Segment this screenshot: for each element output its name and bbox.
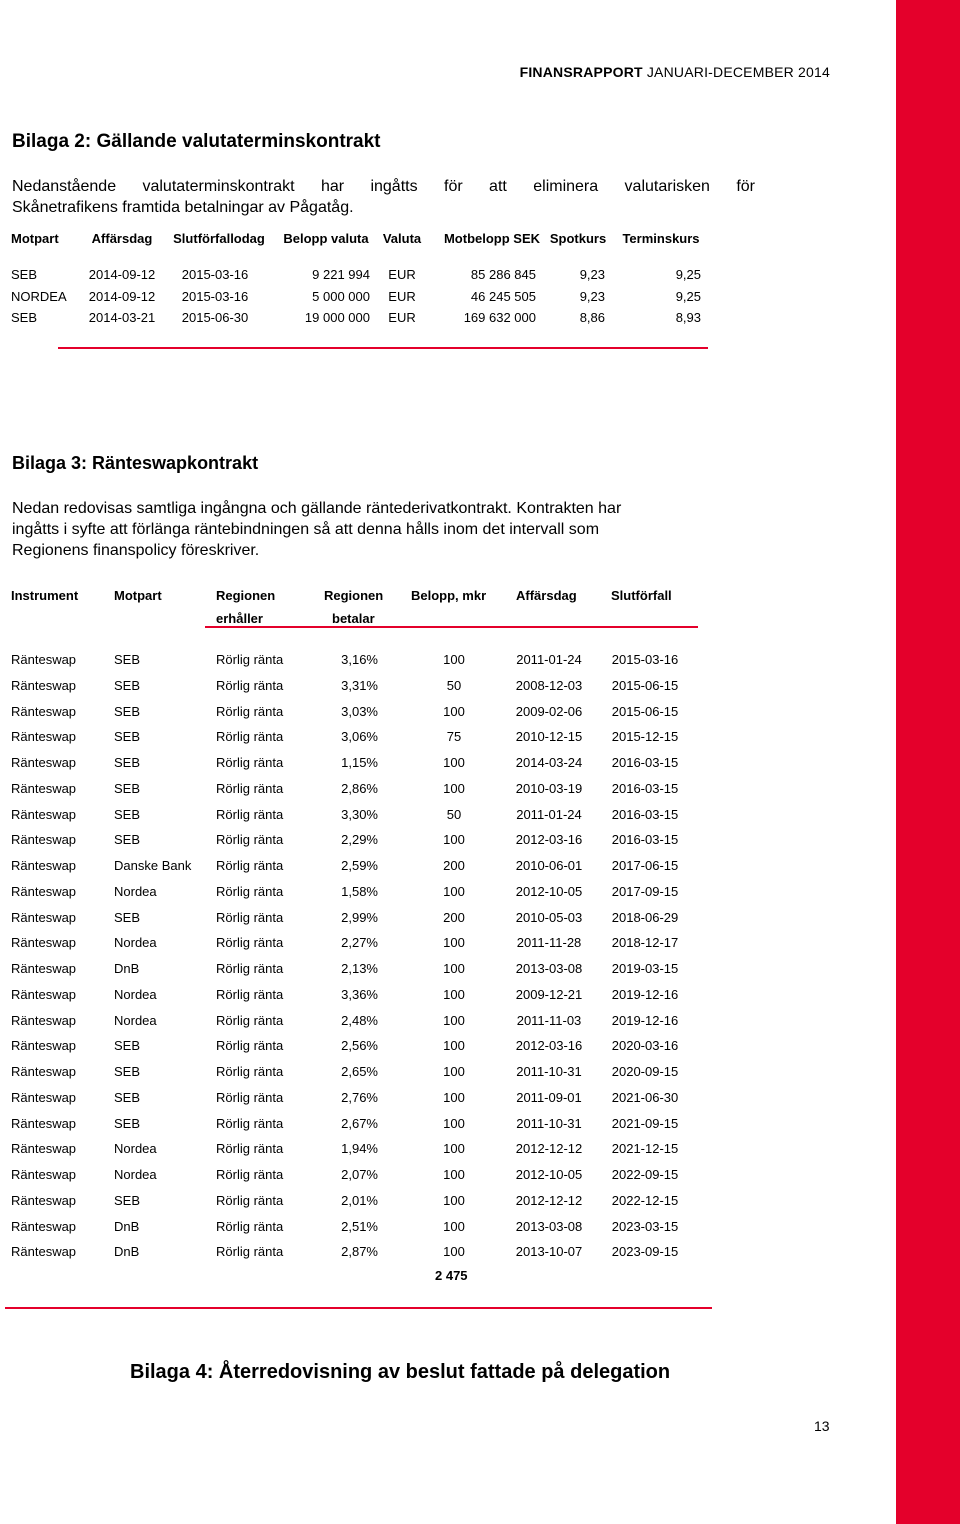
swap-table-cell: 2009-02-06 bbox=[515, 703, 583, 719]
swap-table-cell: Rörlig ränta bbox=[216, 1012, 284, 1028]
swap-table-cell: 100 bbox=[443, 986, 465, 1002]
swap-header-cell: Affärsdag bbox=[516, 588, 577, 603]
swap-table-cell: Nordea bbox=[114, 1012, 157, 1028]
swap-table-cell: 2011-10-31 bbox=[516, 1064, 582, 1079]
swap-table-cell: Rörlig ränta bbox=[216, 1064, 284, 1079]
fx-table-cell: 2015-03-16 bbox=[181, 267, 249, 282]
bilaga2-title: Bilaga 2: Gällande valutaterminskontrakt bbox=[12, 131, 381, 152]
swap-table-cell: 2019-03-15 bbox=[611, 961, 679, 976]
header-plain: JANUARI-DECEMBER 2014 bbox=[646, 64, 830, 80]
swap-table-cell: 2022-09-15 bbox=[611, 1167, 679, 1182]
swap-table-cell: Nordea bbox=[114, 1141, 157, 1157]
swap-table-cell: Rörlig ränta bbox=[216, 703, 284, 719]
swap-table-cell: Rörlig ränta bbox=[216, 1089, 284, 1105]
swap-table-cell: Ränteswap bbox=[11, 1141, 77, 1157]
swap-table-cell: 2015-03-16 bbox=[611, 652, 679, 667]
swap-table-cell: 2,56% bbox=[341, 1038, 378, 1054]
swap-table-cell: Ränteswap bbox=[11, 1038, 77, 1054]
fx-header-cell: Motpart bbox=[11, 231, 59, 246]
swap-table-cell: Ränteswap bbox=[11, 1244, 77, 1260]
swap-table-cell: Rörlig ränta bbox=[216, 755, 284, 770]
swap-table-cell: SEB bbox=[114, 909, 141, 925]
swap-table-cell: Ränteswap bbox=[11, 935, 77, 951]
swap-table-cell: Ränteswap bbox=[11, 703, 77, 719]
swap-table-cell: 100 bbox=[443, 832, 465, 848]
swap-table-cell: 2019-12-16 bbox=[611, 986, 679, 1002]
swap-table-cell: Rörlig ränta bbox=[216, 1141, 284, 1157]
swap-table-cell: Ränteswap bbox=[11, 806, 77, 822]
swap-table-cell: 3,30% bbox=[341, 806, 378, 822]
fx-table-cell: 46 245 505 bbox=[470, 289, 536, 304]
swap-table-cell: Ränteswap bbox=[11, 1064, 77, 1079]
swap-table-cell: 2017-06-15 bbox=[611, 858, 679, 873]
swap-header-cell: Regionen bbox=[324, 588, 384, 603]
swap-table-cell: 200 bbox=[443, 909, 465, 925]
swap-header-rule bbox=[205, 626, 698, 628]
swap-table-cell: 2,29% bbox=[341, 832, 378, 848]
swap-table-cell: Rörlig ränta bbox=[216, 961, 284, 976]
swap-table-cell: Rörlig ränta bbox=[216, 652, 284, 667]
swap-table-cell: 2023-09-15 bbox=[611, 1244, 679, 1260]
swap-table-cell: Rörlig ränta bbox=[216, 883, 284, 899]
swap-table-cell: Ränteswap bbox=[11, 1218, 77, 1234]
fx-header-cell: Spotkurs bbox=[549, 231, 607, 246]
bilaga3-line3: Regionens finanspolicy föreskriver. bbox=[12, 542, 260, 559]
swap-subheader-cell: erhåller bbox=[216, 611, 263, 626]
swap-table-cell: 1,94% bbox=[341, 1141, 378, 1157]
swap-table-cell: 2008-12-03 bbox=[515, 677, 583, 693]
fx-table-cell: 2015-03-16 bbox=[181, 289, 249, 304]
bilaga3-line1: Nedan redovisas samtliga ingångna och gällande räntederivatkontrakt. Kontrakten har bbox=[12, 500, 622, 517]
page-number: 13 bbox=[814, 1418, 830, 1434]
swap-table-cell: Rörlig ränta bbox=[216, 677, 284, 693]
swap-table-cell: 2016-03-15 bbox=[611, 780, 679, 796]
swap-table-cell: 3,06% bbox=[341, 729, 378, 745]
swap-table-cell: 2019-12-16 bbox=[611, 1012, 679, 1028]
swap-table-cell: Ränteswap bbox=[11, 1167, 77, 1182]
swap-table-cell: 100 bbox=[443, 961, 465, 976]
swap-table-cell: 100 bbox=[443, 1064, 465, 1079]
swap-table-cell: Ränteswap bbox=[11, 986, 77, 1002]
swap-table-cell: Rörlig ränta bbox=[216, 1167, 284, 1182]
swap-table-cell: 50 bbox=[446, 677, 462, 693]
swap-table-cell: 100 bbox=[443, 652, 465, 667]
swap-table-cell: 2013-03-08 bbox=[515, 1218, 583, 1234]
swap-table-cell: 100 bbox=[443, 1089, 465, 1105]
side-accent-bar bbox=[896, 0, 960, 1524]
swap-table-cell: 3,03% bbox=[341, 703, 378, 719]
swap-table-cell: 2010-03-19 bbox=[515, 780, 583, 796]
fx-table-cell: 8,86 bbox=[579, 310, 605, 325]
swap-header-cell: Instrument bbox=[11, 588, 79, 603]
swap-table-cell: DnB bbox=[114, 1244, 140, 1260]
bilaga3-title: Bilaga 3: Ränteswapkontrakt bbox=[12, 453, 259, 473]
swap-table-cell: 2021-12-15 bbox=[611, 1141, 679, 1157]
swap-table-cell: Ränteswap bbox=[11, 909, 77, 925]
swap-table-cell: 2011-11-03 bbox=[516, 1012, 582, 1028]
swap-header-cell: Belopp, mkr bbox=[411, 588, 487, 603]
swap-table-cell: 100 bbox=[443, 1192, 465, 1208]
swap-table-cell: 2017-09-15 bbox=[611, 883, 679, 899]
swap-table-cell: Rörlig ränta bbox=[216, 1192, 284, 1208]
swap-table-cell: 2021-06-30 bbox=[611, 1089, 679, 1105]
swap-header-cell: Regionen bbox=[216, 588, 276, 603]
swap-table-cell: Ränteswap bbox=[11, 883, 77, 899]
fx-table-cell: 2015-06-30 bbox=[181, 310, 249, 325]
swap-table-cell: Ränteswap bbox=[11, 677, 77, 693]
swap-table-cell: SEB bbox=[114, 1115, 141, 1131]
swap-table-cell: DnB bbox=[114, 1218, 140, 1234]
swap-table-cell: 100 bbox=[443, 935, 465, 951]
swap-table-cell: Ränteswap bbox=[11, 1115, 77, 1131]
swap-table-cell: 2,13% bbox=[341, 961, 378, 976]
swap-table-cell: 2015-06-15 bbox=[611, 677, 679, 693]
swap-table-cell: Nordea bbox=[114, 986, 157, 1002]
swap-table-cell: 2009-12-21 bbox=[515, 986, 583, 1002]
bilaga3-line2: ingåtts i syfte att förlänga räntebindningen så att denna hålls inom det intervall som bbox=[12, 521, 600, 538]
swap-table-cell: 2011-10-31 bbox=[516, 1115, 582, 1131]
fx-header-cell: Terminskurs bbox=[622, 231, 700, 246]
fx-header-cell: Affärsdag bbox=[91, 231, 153, 246]
swap-table-cell: 2020-03-16 bbox=[611, 1038, 679, 1054]
swap-table-cell: 2023-03-15 bbox=[611, 1218, 679, 1234]
swap-table-cell: 3,16% bbox=[341, 652, 378, 667]
swap-table-cell: Rörlig ränta bbox=[216, 986, 284, 1002]
swap-total: 2 475 bbox=[435, 1268, 468, 1283]
report-header bbox=[520, 64, 830, 80]
swap-table-cell: 2016-03-15 bbox=[611, 806, 679, 822]
header-bold: FINANSRAPPORT bbox=[519, 64, 643, 80]
fx-header-cell: Belopp valuta bbox=[283, 231, 369, 246]
fx-table-cell: 9 221 994 bbox=[312, 267, 370, 282]
swap-table-cell: 2018-06-29 bbox=[611, 909, 679, 925]
fx-table-cell: SEB bbox=[11, 267, 38, 282]
swap-table-cell: Ränteswap bbox=[11, 729, 77, 745]
swap-table-cell: 2018-12-17 bbox=[611, 935, 679, 951]
fx-table-cell: 19 000 000 bbox=[304, 310, 370, 325]
swap-table-cell: 2,76% bbox=[341, 1089, 378, 1105]
swap-table-cell: 2,65% bbox=[341, 1064, 378, 1079]
swap-table-cell: Rörlig ränta bbox=[216, 729, 284, 745]
swap-table-cell: Ränteswap bbox=[11, 1012, 77, 1028]
swap-table-cell: Ränteswap bbox=[11, 858, 77, 873]
swap-table-cell: 50 bbox=[446, 806, 462, 822]
swap-header-cell: Motpart bbox=[114, 588, 162, 603]
swap-table-cell: Nordea bbox=[114, 935, 157, 951]
swap-table-cell: 2012-12-12 bbox=[515, 1141, 583, 1157]
swap-table-cell: 2012-03-16 bbox=[515, 832, 583, 848]
swap-table-cell: SEB bbox=[114, 729, 141, 745]
swap-table-cell: 2013-10-07 bbox=[515, 1244, 583, 1260]
swap-table-cell: 2,48% bbox=[341, 1012, 378, 1028]
swap-table-cell: Danske Bank bbox=[114, 858, 192, 873]
swap-table-cell: Nordea bbox=[114, 1167, 157, 1182]
swap-table-cell: 3,31% bbox=[341, 677, 378, 693]
swap-table-cell: SEB bbox=[114, 806, 141, 822]
swap-table-cell: 2011-01-24 bbox=[516, 806, 582, 822]
swap-table-cell: 2,51% bbox=[341, 1218, 378, 1234]
fx-table-cell: EUR bbox=[388, 310, 416, 325]
swap-table-cell: 100 bbox=[443, 780, 465, 796]
fx-table-cell: 2014-09-12 bbox=[88, 289, 156, 304]
fx-table-cell: 169 632 000 bbox=[463, 310, 536, 325]
fx-table-cell: EUR bbox=[388, 267, 416, 282]
swap-table-cell: Ränteswap bbox=[11, 652, 77, 667]
swap-header-cell: Slutförfall bbox=[611, 588, 672, 603]
swap-table-rule bbox=[5, 1307, 712, 1309]
swap-table-cell: Ränteswap bbox=[11, 755, 77, 770]
swap-table-cell: 2,01% bbox=[341, 1192, 378, 1208]
swap-table-cell: SEB bbox=[114, 1064, 141, 1079]
swap-table-cell: 1,15% bbox=[341, 755, 378, 770]
bilaga4-title: Bilaga 4: Återredovisning av beslut fattade på delegation bbox=[130, 1361, 671, 1383]
swap-table-cell: Ränteswap bbox=[11, 832, 77, 848]
swap-table-cell: 2,87% bbox=[341, 1244, 378, 1260]
fx-header-cell: Motbelopp SEK bbox=[443, 231, 541, 246]
swap-table-cell: 100 bbox=[443, 1167, 465, 1182]
bilaga2-line1: Nedanstående valutaterminskontrakt har ingåtts för att eliminera valutarisken för bbox=[12, 178, 755, 195]
swap-table-cell: 2022-12-15 bbox=[611, 1192, 679, 1208]
swap-table-cell: 100 bbox=[443, 755, 465, 770]
fx-table-cell: 8,93 bbox=[675, 310, 701, 325]
swap-table-cell: 2011-09-01 bbox=[516, 1089, 582, 1105]
swap-table-cell: 2015-12-15 bbox=[611, 729, 679, 745]
swap-table-cell: 2021-09-15 bbox=[611, 1115, 679, 1131]
swap-subheader-cell: betalar bbox=[332, 611, 375, 626]
swap-table-cell: Rörlig ränta bbox=[216, 1218, 284, 1234]
swap-table-cell: 2014-03-24 bbox=[515, 755, 583, 770]
swap-table-cell: 100 bbox=[443, 1012, 465, 1028]
fx-table-cell: EUR bbox=[388, 289, 416, 304]
fx-table-rule bbox=[58, 347, 708, 349]
swap-table-cell: 100 bbox=[443, 1218, 465, 1234]
swap-table-cell: Ränteswap bbox=[11, 1089, 77, 1105]
fx-table-cell: 5 000 000 bbox=[312, 289, 370, 304]
swap-table-cell: 2015-06-15 bbox=[611, 703, 679, 719]
swap-table-cell: 2013-03-08 bbox=[515, 961, 583, 976]
swap-table-cell: DnB bbox=[114, 961, 140, 976]
swap-table-cell: 100 bbox=[443, 883, 465, 899]
swap-table-cell: 1,58% bbox=[341, 883, 378, 899]
swap-table-cell: Rörlig ränta bbox=[216, 1115, 284, 1131]
fx-table-cell: 2014-09-12 bbox=[88, 267, 156, 282]
swap-table-cell: Rörlig ränta bbox=[216, 1244, 284, 1260]
swap-table-cell: 100 bbox=[443, 1141, 465, 1157]
swap-table-cell: SEB bbox=[114, 1038, 141, 1054]
swap-table-cell: 2,59% bbox=[341, 858, 378, 873]
swap-table-cell: SEB bbox=[114, 1192, 141, 1208]
fx-header-cell: Valuta bbox=[382, 231, 422, 246]
swap-table-cell: SEB bbox=[114, 832, 141, 848]
swap-table-cell: 2010-06-01 bbox=[515, 858, 583, 873]
swap-table-cell: 2016-03-15 bbox=[611, 755, 679, 770]
fx-table-cell: 9,23 bbox=[579, 267, 605, 282]
swap-table-cell: SEB bbox=[114, 1089, 141, 1105]
swap-table-cell: 100 bbox=[443, 1038, 465, 1054]
swap-table-cell: 2011-01-24 bbox=[516, 652, 582, 667]
swap-table-cell: 100 bbox=[443, 703, 465, 719]
swap-table-cell: SEB bbox=[114, 755, 141, 770]
fx-table-cell: 9,25 bbox=[675, 267, 701, 282]
swap-table-cell: Rörlig ränta bbox=[216, 806, 284, 822]
swap-table-cell: 2012-10-05 bbox=[515, 1167, 583, 1182]
swap-table-cell: Ränteswap bbox=[11, 961, 77, 976]
swap-table-cell: 3,36% bbox=[341, 986, 378, 1002]
fx-table-cell: 2014-03-21 bbox=[88, 310, 156, 325]
swap-table-cell: 2016-03-15 bbox=[611, 832, 679, 848]
swap-table-cell: 2020-09-15 bbox=[611, 1064, 679, 1079]
fx-table-cell: 85 286 845 bbox=[470, 267, 536, 282]
swap-table-cell: 75 bbox=[446, 729, 462, 745]
swap-table-cell: 100 bbox=[443, 1244, 465, 1260]
fx-table-cell: NORDEA bbox=[11, 289, 67, 304]
swap-table-cell: SEB bbox=[114, 703, 141, 719]
swap-table-cell: 200 bbox=[443, 858, 465, 873]
fx-table-cell: 9,25 bbox=[675, 289, 701, 304]
swap-table-cell: Rörlig ränta bbox=[216, 1038, 284, 1054]
swap-table-cell: Ränteswap bbox=[11, 1192, 77, 1208]
fx-table-cell: 9,23 bbox=[579, 289, 605, 304]
swap-table-cell: 2,86% bbox=[341, 780, 378, 796]
swap-table-cell: Ränteswap bbox=[11, 780, 77, 796]
swap-table-cell: SEB bbox=[114, 652, 141, 667]
swap-table-cell: Rörlig ränta bbox=[216, 909, 284, 925]
swap-table-cell: 2010-12-15 bbox=[515, 729, 583, 745]
swap-table-cell: 2010-05-03 bbox=[515, 909, 583, 925]
swap-table-cell: Rörlig ränta bbox=[216, 858, 284, 873]
swap-table-cell: 100 bbox=[443, 1115, 465, 1131]
swap-table-cell: 2,27% bbox=[341, 935, 378, 951]
swap-table-cell: 2012-03-16 bbox=[515, 1038, 583, 1054]
swap-table-cell: 2012-12-12 bbox=[515, 1192, 583, 1208]
swap-table-cell: Nordea bbox=[114, 883, 157, 899]
swap-table-cell: 2012-10-05 bbox=[515, 883, 583, 899]
swap-table-cell: 2011-11-28 bbox=[516, 935, 582, 951]
swap-table-cell: SEB bbox=[114, 780, 141, 796]
swap-table-cell: 2,67% bbox=[341, 1115, 378, 1131]
fx-table-cell: SEB bbox=[11, 310, 38, 325]
swap-table-cell: Rörlig ränta bbox=[216, 780, 284, 796]
swap-table-cell: 2,99% bbox=[341, 909, 378, 925]
bilaga2-line2: Skånetrafikens framtida betalningar av Pågatåg. bbox=[12, 199, 354, 216]
fx-header-cell: Slutförfallodag bbox=[173, 231, 265, 246]
swap-table-cell: Rörlig ränta bbox=[216, 832, 284, 848]
swap-table-cell: SEB bbox=[114, 677, 141, 693]
swap-table-cell: Rörlig ränta bbox=[216, 935, 284, 951]
swap-table-cell: 2,07% bbox=[341, 1167, 378, 1182]
